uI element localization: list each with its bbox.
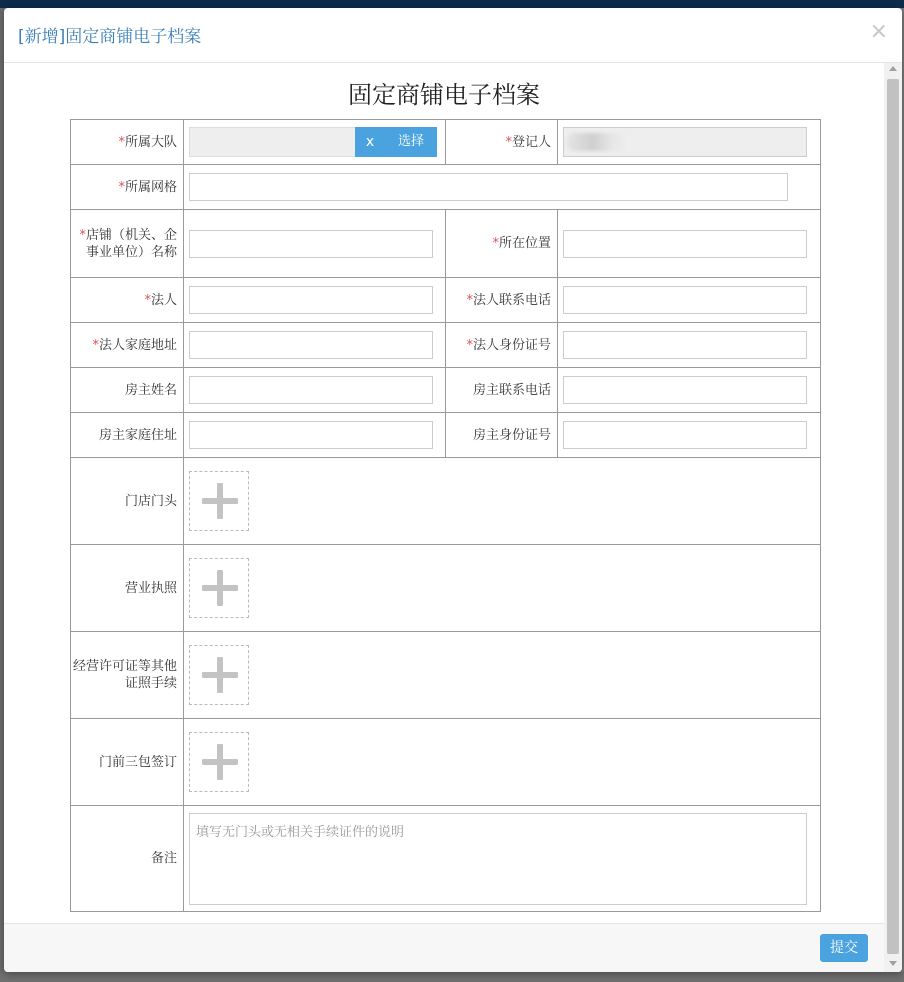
- scroll-up-icon[interactable]: [889, 66, 897, 71]
- row-remark: [71, 806, 821, 912]
- location-input[interactable]: [563, 230, 807, 258]
- archive-modal: [4, 8, 902, 972]
- permit-label: 经营许可证等其他证照手续: [71, 632, 184, 719]
- legal-phone-input[interactable]: [563, 286, 807, 314]
- form-title: 固定商铺电子档案: [348, 81, 540, 109]
- legal-id-label: *法人身份证号: [446, 323, 558, 368]
- owner-id-label: 房主身份证号: [446, 413, 558, 458]
- scroll-thumb[interactable]: [887, 79, 899, 954]
- legal-person-label: *法人: [71, 278, 184, 323]
- license-upload[interactable]: [189, 558, 249, 618]
- owner-address-label: 房主家庭住址: [71, 413, 184, 458]
- team-chooser: [189, 127, 437, 157]
- owner-name-input[interactable]: [189, 376, 433, 404]
- background-navbar: [0, 0, 904, 8]
- team-label: *所属大队: [71, 120, 184, 165]
- team-field: [184, 120, 446, 165]
- storefront-upload[interactable]: [189, 471, 249, 531]
- location-label: *所在位置: [446, 210, 558, 278]
- shop-name-input[interactable]: [189, 230, 433, 258]
- modal-footer: [4, 923, 884, 972]
- owner-phone-input[interactable]: [563, 376, 807, 404]
- modal-scrollbar[interactable]: [884, 63, 902, 972]
- scroll-down-icon[interactable]: [889, 961, 897, 966]
- grid-input[interactable]: [189, 173, 788, 201]
- license-label: 营业执照: [71, 545, 184, 632]
- row-team: [71, 120, 821, 165]
- owner-name-label: 房主姓名: [71, 368, 184, 413]
- owner-id-input[interactable]: [563, 421, 807, 449]
- submit-button[interactable]: 提交: [820, 934, 868, 962]
- legal-person-input[interactable]: [189, 286, 433, 314]
- registrar-blurred-value: [567, 133, 631, 151]
- row-shop: [71, 210, 821, 278]
- legal-phone-label: *法人联系电话: [446, 278, 558, 323]
- row-owner: [71, 368, 821, 413]
- shop-name-field: [184, 210, 446, 278]
- row-owner-address: [71, 413, 821, 458]
- row-storefront: [71, 458, 821, 545]
- row-grid: [71, 165, 821, 210]
- background-page-bottom: [0, 972, 904, 982]
- doorstep-label: 门前三包签订: [71, 719, 184, 806]
- legal-address-label: *法人家庭地址: [71, 323, 184, 368]
- remark-textarea[interactable]: 填写无门头或无相关手续证件的说明: [189, 813, 807, 905]
- archive-form-table: [70, 119, 821, 912]
- team-select-button[interactable]: 选择: [385, 127, 437, 157]
- owner-phone-label: 房主联系电话: [446, 368, 558, 413]
- shop-name-label: *店铺（机关、企事业单位）名称: [71, 210, 184, 278]
- grid-field: [184, 165, 821, 210]
- remark-label: 备注: [71, 806, 184, 912]
- storefront-label: 门店门头: [71, 458, 184, 545]
- row-doorstep: [71, 719, 821, 806]
- registrar-label: *登记人: [446, 120, 558, 165]
- row-license: [71, 545, 821, 632]
- legal-address-input[interactable]: [189, 331, 433, 359]
- grid-label: *所属网格: [71, 165, 184, 210]
- modal-title: [新增]固定商铺电子档案: [18, 27, 202, 47]
- close-icon[interactable]: ×: [869, 19, 888, 44]
- modal-header: [4, 8, 902, 63]
- team-clear-button[interactable]: x: [355, 127, 385, 157]
- row-permit: [71, 632, 821, 719]
- row-legal-address: [71, 323, 821, 368]
- permit-upload[interactable]: [189, 645, 249, 705]
- owner-address-input[interactable]: [189, 421, 433, 449]
- doorstep-upload[interactable]: [189, 732, 249, 792]
- legal-id-input[interactable]: [563, 331, 807, 359]
- modal-body: [4, 63, 884, 923]
- registrar-field: [558, 120, 821, 165]
- location-field: [558, 210, 821, 278]
- row-legal: [71, 278, 821, 323]
